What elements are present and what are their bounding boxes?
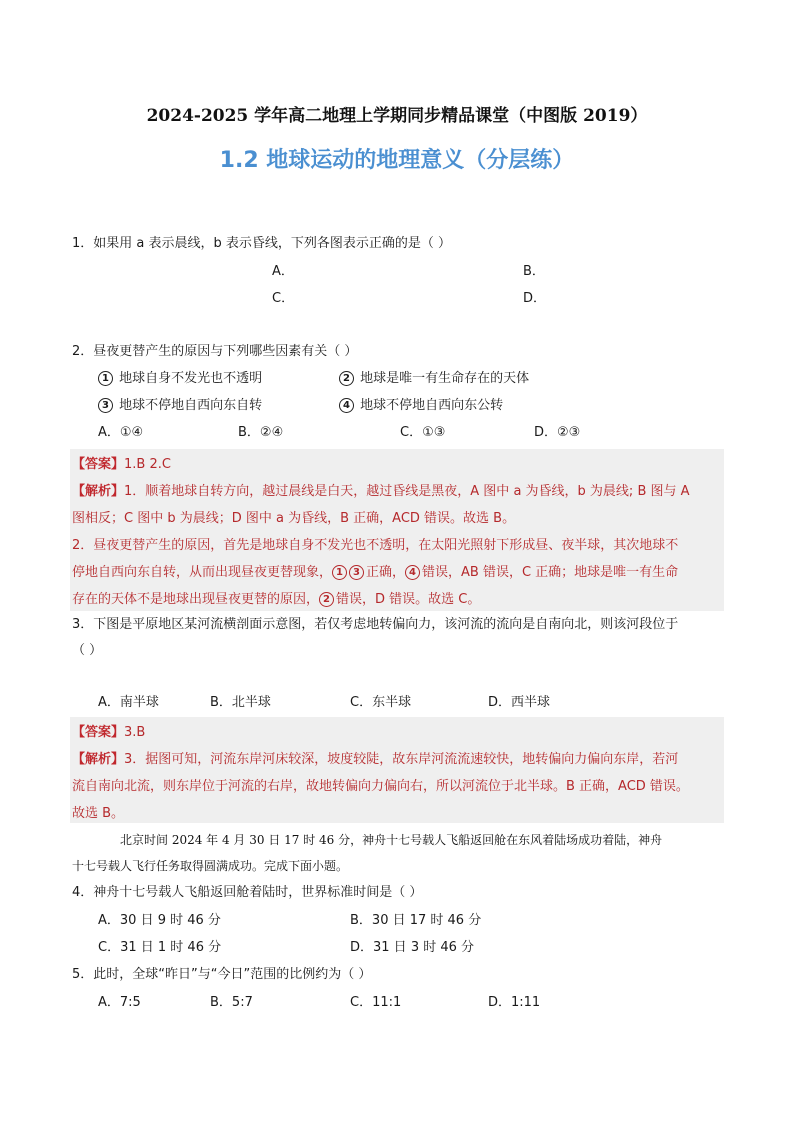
q2-item-3: 3 地球不停地自西向东自转 xyxy=(98,398,262,414)
analysis-line-4: 停地自西向东自转，从而出现昼夜更替现象， 1 3 正确， 4 错误，AB 错误，C 正确；地球是唯一有生命 xyxy=(72,565,679,580)
q4-option-a: A．30 日 9 时 46 分 xyxy=(98,913,221,928)
q5-option-a: A．7:5 xyxy=(98,995,141,1010)
q3-option-a: A．南半球 xyxy=(98,695,159,710)
passage-line-2: 十七号载人飞行任务取得圆满成功。完成下面小题。 xyxy=(72,859,349,873)
q1-option-b: B． xyxy=(523,264,545,279)
q2-option-a: A．①④ xyxy=(98,425,144,440)
q2-option-b: B．②④ xyxy=(238,425,284,440)
q2-stem: 2．昼夜更替产生的原因与下列哪些因素有关（ ） xyxy=(72,344,358,359)
q1-option-c: C． xyxy=(272,291,295,306)
analysis-line-5: 存在的天体不是地球出现昼夜更替的原因， 2 错误，D 错误。故选 C。 xyxy=(72,592,481,607)
q2-item-4: 4 地球不停地自西向东公转 xyxy=(339,398,503,414)
q5-option-c: C．11:1 xyxy=(350,995,402,1010)
q3-stem: 3．下图是平原地区某河流横剖面示意图，若仅考虑地转偏向力，该河流的流向是自南向北，则该河段位于 xyxy=(72,617,679,632)
q1-option-d: D． xyxy=(523,291,547,306)
q2-item-2: 2 地球是唯一有生命存在的天体 xyxy=(339,371,529,387)
solution-block-1 xyxy=(70,449,724,611)
answer-line: 【答案】3.B xyxy=(72,725,146,740)
analysis-line-1: 【解析】3．据图可知，河流东岸河床较深，坡度较陡，故东岸河流流速较快，地转偏向力偏向东岸，若河 xyxy=(72,752,679,767)
q5-option-b: B．5:7 xyxy=(210,995,253,1010)
q2-option-d: D．②③ xyxy=(534,425,581,440)
q1-option-a: A． xyxy=(272,264,294,279)
q5-option-d: D．1:11 xyxy=(488,995,541,1010)
analysis-line-2: 图相反；C 图中 b 为晨线；D 图中 a 为昏线，B 正确，ACD 错误。故选 B。 xyxy=(72,511,516,526)
analysis-line-1: 【解析】1．顺着地球自转方向，越过晨线是白天，越过昏线是黑夜，A 图中 a 为昏线，b 为晨线; B 图与 A xyxy=(72,484,690,499)
q4-stem: 4．神舟十七号载人飞船返回舱着陆时，世界标准时间是（ ） xyxy=(72,885,423,900)
q4-option-d: D．31 日 3 时 46 分 xyxy=(350,940,475,955)
q2-item-1: 1 地球自身不发光也不透明 xyxy=(98,371,262,387)
analysis-line-3: 2．昼夜更替产生的原因，首先是地球自身不发光也不透明，在太阳光照射下形成昼、夜半球，其次地球不 xyxy=(72,538,679,553)
passage-line-1: 北京时间 2024 年 4 月 30 日 17 时 46 分，神舟十七号载人飞船返回舱在东风着陆场成功着陆，神舟 xyxy=(120,833,663,847)
q2-option-c: C．①③ xyxy=(400,425,446,440)
circled-number: 1 xyxy=(98,371,113,386)
circled-number: 2 xyxy=(339,371,354,386)
q3-stem-paren: （ ） xyxy=(72,643,103,658)
q3-option-d: D．西半球 xyxy=(488,695,551,710)
answer-line: 【答案】1.B 2.C xyxy=(72,457,171,472)
circled-number: 4 xyxy=(339,398,354,413)
q3-option-b: B．北半球 xyxy=(210,695,271,710)
circled-number: 3 xyxy=(98,398,113,413)
q3-option-c: C．东半球 xyxy=(350,695,412,710)
analysis-line-2: 流自南向北流，则东岸位于河流的右岸，故地转偏向力偏向右，所以河流位于北半球。B 正确，ACD 错误。 xyxy=(72,779,689,794)
lesson-title: 1.2 地球运动的地理意义（分层练） xyxy=(219,148,575,173)
analysis-line-3: 故选 B。 xyxy=(72,806,125,821)
q1-stem: 1．如果用 a 表示晨线，b 表示昏线，下列各图表示正确的是（ ） xyxy=(72,236,452,251)
document-header-title: 2024-2025 学年高二地理上学期同步精品课堂（中图版 2019） xyxy=(146,106,648,126)
q5-stem: 5．此时，全球“昨日”与“今日”范围的比例约为（ ） xyxy=(72,967,372,982)
solution-block-3 xyxy=(70,717,724,823)
q4-option-b: B．30 日 17 时 46 分 xyxy=(350,913,482,928)
q4-option-c: C．31 日 1 时 46 分 xyxy=(98,940,222,955)
